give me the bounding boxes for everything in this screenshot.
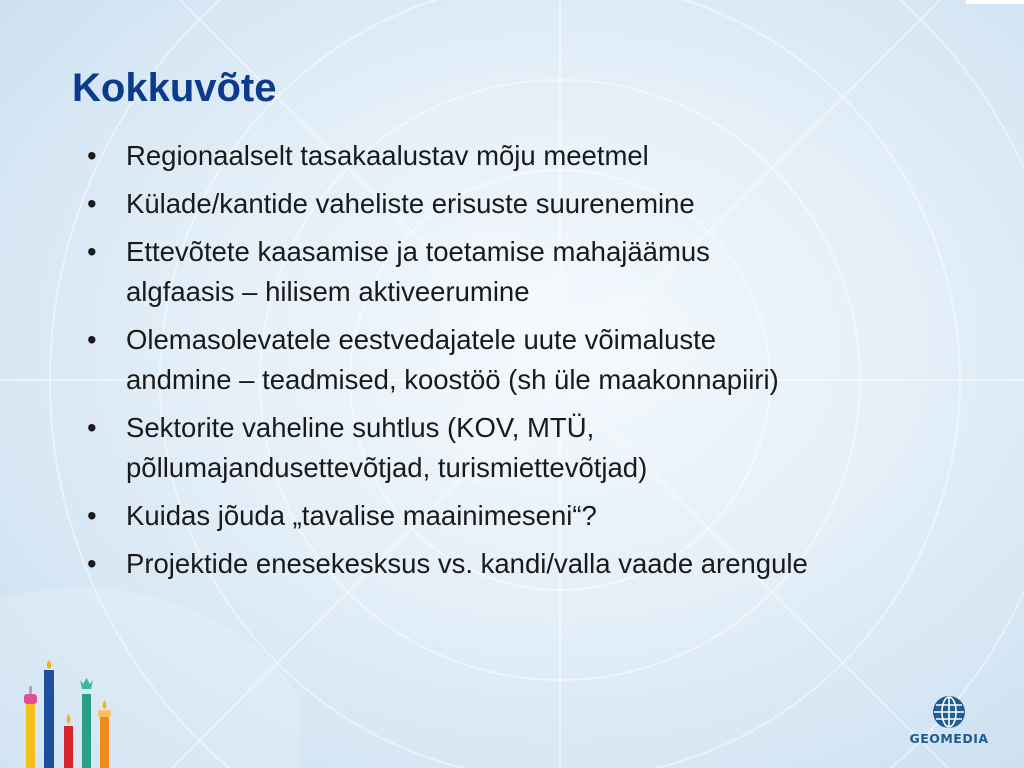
bullet-marker: • [87,188,97,219]
bullet-marker: • [87,412,97,443]
bullet-text: Kuidas jõuda „tavalise maainimeseni“? [126,500,597,531]
bullet-text: Sektorite vaheline suhtlus (KOV, MTÜ, põllumajandusettevõtjad, turismiettevõtjad) [126,412,648,483]
bullet-marker: • [87,324,97,355]
bullet-item [87,232,997,312]
slide-title: Kokkuvõte [72,66,277,110]
bullet-item [87,408,997,488]
bullet-item [87,496,997,536]
bullet-text: Regionaalselt tasakaalustav mõju meetmel [126,140,649,171]
bullet-item [87,136,997,176]
corner-mark [966,0,1024,4]
bullet-text: Olemasolevatele eestvedajatele uute võimaluste andmine – teadmised, koostöö (sh üle maakonnapiiri) [126,324,779,395]
bullet-marker: • [87,500,97,531]
candles-icon [18,658,138,768]
bullet-marker: • [87,236,97,267]
bullet-marker: • [87,548,97,579]
bullet-text: Ettevõtete kaasamise ja toetamise mahajäämus algfaasis – hilisem aktiveerumine [126,236,710,307]
bullet-marker: • [87,140,97,171]
bullet-item [87,544,997,584]
logo-text: GEOMEDIA [909,731,989,746]
bullet-item [87,184,997,224]
bullet-item [87,320,997,400]
bullet-text: Külade/kantide vaheliste erisuste suurenemine [126,188,695,219]
bullet-text: Projektide enesekesksus vs. kandi/valla vaade arengule [126,548,808,579]
globe-icon [931,694,967,730]
geomedia-logo [906,694,992,750]
bullet-list [87,136,997,592]
